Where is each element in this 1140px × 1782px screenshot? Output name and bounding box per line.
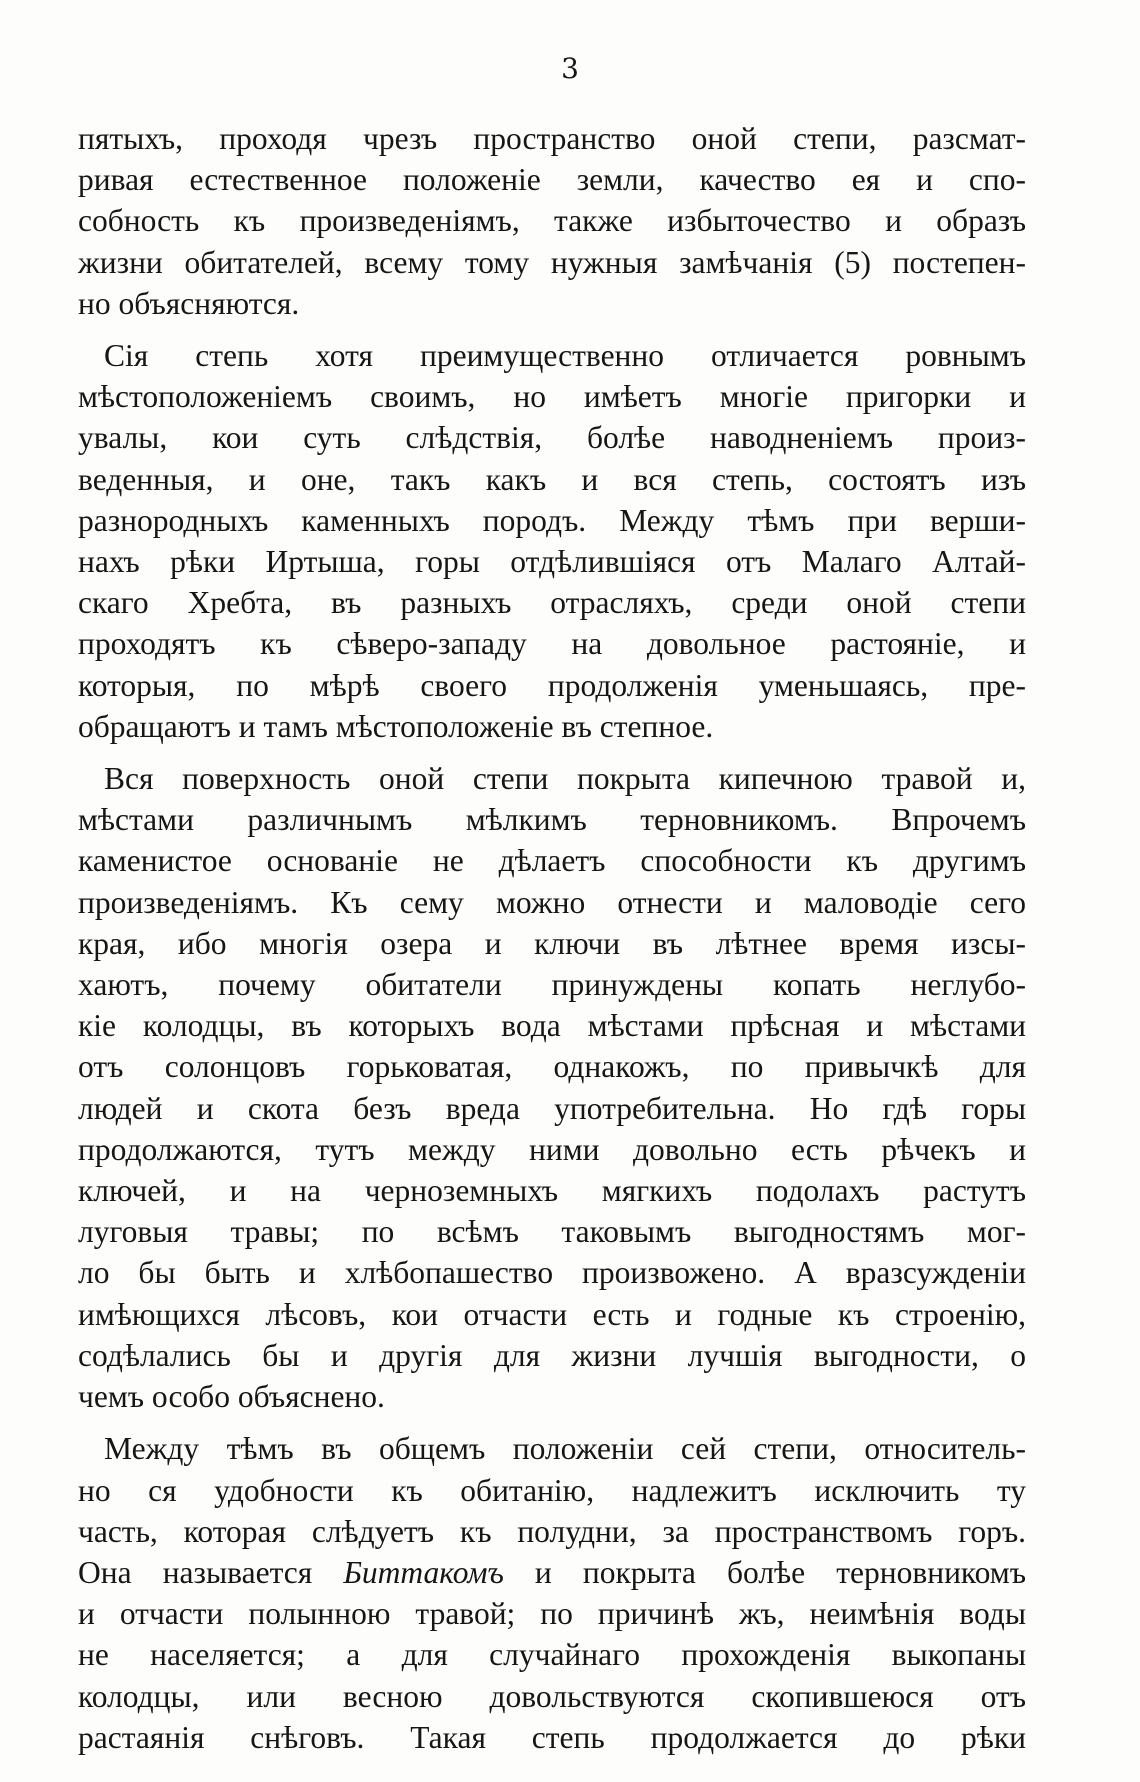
text-line: людей и скота безъ вреда употребительна. Но гдѣ горы bbox=[78, 1090, 1026, 1126]
place-name-italic: Биттакомъ bbox=[343, 1554, 504, 1590]
text-line: но объясняются. bbox=[78, 285, 300, 321]
text-line: колодцы, или весною довольствуются скопившеюся отъ bbox=[78, 1678, 1026, 1714]
text-line: края, ибо многія озера и ключи въ лѣтнее время изсы- bbox=[78, 925, 1026, 961]
text-line: нахъ рѣки Иртыша, горы отдѣлившіяся отъ Малаго Алтай- bbox=[78, 544, 1026, 580]
text-line: разнородныхъ каменныхъ породъ. Между тѣмъ при верши- bbox=[78, 502, 1026, 538]
text-line: которыя, по мѣрѣ своего продолженія уменьшаясь, пре- bbox=[78, 667, 1026, 703]
text-line: собность къ произведеніямъ, также избыточество и образъ bbox=[78, 203, 1026, 239]
text-line: ло бы быть и хлѣбопашество произвожено. А вразсужденіи bbox=[78, 1255, 1026, 1291]
text-line: имѣющихся лѣсовъ, кои отчасти есть и годные къ строенію, bbox=[78, 1296, 1026, 1332]
text-line: часть, которая слѣдуетъ къ полудни, за пространствомъ горъ. bbox=[78, 1513, 1026, 1549]
text-line: содѣлались бы и другія для жизни лучшія выгодности, о bbox=[78, 1337, 1026, 1373]
paragraph bbox=[78, 118, 1026, 324]
text-line: ривая естественное положеніе земли, качество ея и спо- bbox=[78, 162, 1026, 198]
text-line: жизни обитателей, всему тому нужныя замѣчанія (5) постепен- bbox=[78, 244, 1026, 280]
paragraph bbox=[78, 758, 1026, 1417]
text-line: мѣстами различнымъ мѣлкимъ терновникомъ. Впрочемъ bbox=[78, 802, 1026, 838]
text-line bbox=[78, 1552, 1026, 1593]
text-line: Между тѣмъ въ общемъ положеніи сей степи, относитель- bbox=[104, 1431, 1026, 1467]
text-line: увалы, кои суть слѣдствія, болѣе наводненіемъ произ- bbox=[78, 420, 1026, 456]
text-line: произведеніямъ. Къ сему можно отнести и маловодіе сего bbox=[78, 884, 1026, 920]
paragraph bbox=[78, 1428, 1026, 1758]
text-line: ключей, и на черноземныхъ мягкихъ подолахъ растутъ bbox=[78, 1173, 1026, 1209]
text-line: Вся поверхность оной степи покрыта кипечною травой и, bbox=[104, 761, 1026, 797]
text-line: веденныя, и оне, такъ какъ и вся степь, состоятъ изъ bbox=[78, 461, 1026, 497]
text-line: каменистое основаніе не дѣлаетъ способности къ другимъ bbox=[78, 843, 1026, 879]
text-line: Сія степь хотя преимущественно отличается ровнымъ bbox=[104, 338, 1026, 374]
text-line: и отчасти полынною травой; по причинѣ жъ, неимѣнія воды bbox=[78, 1596, 1026, 1632]
text-line: мѣстоположеніемъ своимъ, но имѣетъ многіе пригорки и bbox=[78, 379, 1026, 415]
text-line: не населяется; а для случайнаго прохожденія выкопаны bbox=[78, 1637, 1026, 1673]
text-line: но ся удобности къ обитанію, надлежитъ исключить ту bbox=[78, 1472, 1026, 1508]
page-number: 3 bbox=[561, 52, 579, 85]
text-line: кіе колодцы, въ которыхъ вода мѣстами прѣсная и мѣстами bbox=[78, 1008, 1026, 1044]
paragraph bbox=[78, 335, 1026, 747]
text-line: проходятъ къ сѣверо-западу на довольное растояніе, и bbox=[78, 626, 1026, 662]
text-line: хаютъ, почему обитатели принуждены копать неглубо- bbox=[78, 967, 1026, 1003]
text-segment: и покрыта болѣе терновникомъ bbox=[503, 1554, 1027, 1590]
text-segment: Она называется bbox=[78, 1554, 344, 1590]
text-line: чемъ особо объяснено. bbox=[78, 1379, 385, 1415]
text-line: продолжаются, тутъ между ними довольно есть рѣчекъ и bbox=[78, 1131, 1026, 1167]
text-line: обращаютъ и тамъ мѣстоположеніе въ степное. bbox=[78, 708, 714, 744]
body-text bbox=[78, 118, 1026, 1758]
text-line: скаго Хребта, въ разныхъ отрасляхъ, среди оной степи bbox=[78, 585, 1026, 621]
text-line: отъ солонцовъ горьковатая, однакожъ, по привычкѣ для bbox=[78, 1049, 1026, 1085]
text-line: пятыхъ, проходя чрезъ пространство оной степи, разсмат- bbox=[78, 121, 1026, 156]
text-line: растаянія снѣговъ. Такая степь продолжается до рѣки bbox=[78, 1719, 1026, 1755]
text-line: луговыя травы; по всѣмъ таковымъ выгодностямъ мог- bbox=[78, 1214, 1026, 1250]
